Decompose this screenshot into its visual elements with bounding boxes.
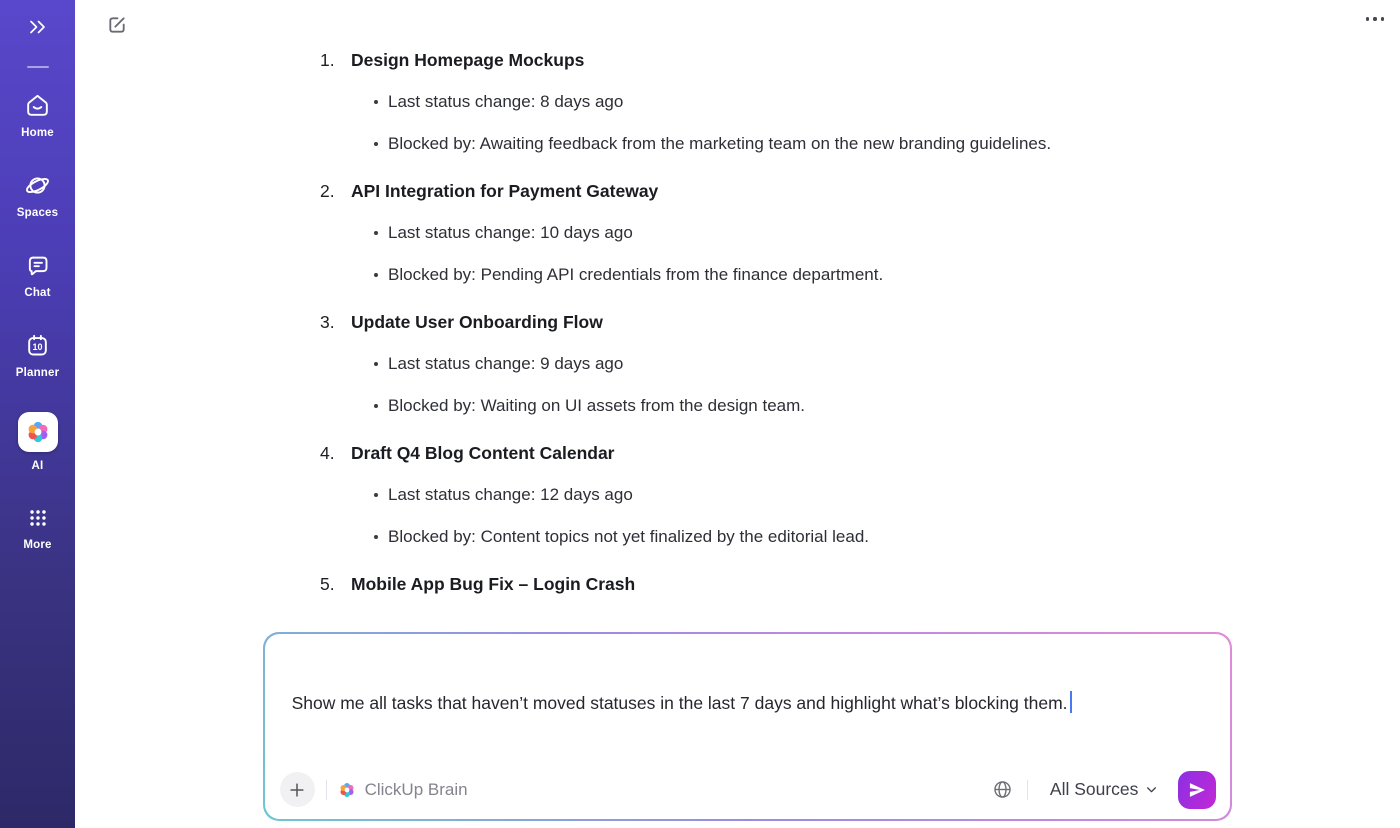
- sources-label: All Sources: [1049, 779, 1139, 800]
- ai-logo-tile: [18, 412, 58, 452]
- task-blocked-bullet: [374, 526, 1340, 548]
- sidebar-nav: [0, 68, 75, 551]
- task-title: Mobile App Bug Fix – Login Crash: [351, 574, 636, 594]
- clickup-brain-selector[interactable]: [338, 780, 468, 800]
- bullet-dot-icon: [374, 404, 378, 408]
- globe-icon: [992, 779, 1013, 800]
- task-blocked-text: Blocked by: Awaiting feedback from the marketing team on the new branding guidelines.: [388, 134, 1052, 153]
- composer-inner: [265, 634, 1231, 820]
- task-blocked-text: Blocked by: Pending API credentials from the finance department.: [388, 265, 884, 284]
- bullet-dot-icon: [374, 100, 378, 104]
- task-item: [320, 442, 1340, 548]
- task-blocked-bullet: [374, 133, 1340, 155]
- task-item: [320, 311, 1340, 417]
- task-status-bullet: [374, 484, 1340, 506]
- sources-dropdown[interactable]: [1050, 779, 1159, 800]
- task-status-bullet: [374, 222, 1340, 244]
- text-caret: [1070, 691, 1072, 713]
- sidebar-item-planner[interactable]: [0, 332, 75, 379]
- plus-icon: [288, 781, 306, 799]
- spaces-icon: [24, 172, 51, 199]
- bullet-dot-icon: [374, 231, 378, 235]
- task-head: [320, 442, 1340, 464]
- sidebar-item-label: Home: [21, 127, 54, 139]
- chat-composer: [263, 632, 1232, 821]
- chevron-down-icon: [1145, 783, 1158, 796]
- composer-toolbar: [280, 771, 1217, 808]
- task-head: [320, 573, 1340, 595]
- compose-icon: [106, 14, 128, 36]
- sidebar-item-more[interactable]: [0, 505, 75, 551]
- clickup-ai-flower-icon: [25, 419, 51, 445]
- task-blocked-text: Blocked by: Content topics not yet finalized by the editorial lead.: [388, 527, 870, 546]
- svg-text:10: 10: [32, 341, 43, 352]
- bullet-dot-icon: [374, 535, 378, 539]
- task-title: Design Homepage Mockups: [351, 50, 585, 70]
- sidebar-item-label: Spaces: [16, 207, 59, 219]
- bullet-dot-icon: [374, 273, 378, 277]
- sidebar-item-ai[interactable]: [0, 412, 75, 472]
- sidebar-item-chat[interactable]: [0, 252, 75, 299]
- home-icon: [24, 92, 51, 119]
- sidebar-item-home[interactable]: [0, 92, 75, 139]
- web-search-button[interactable]: [990, 777, 1016, 803]
- more-options-button[interactable]: [1363, 12, 1387, 26]
- sidebar-item-spaces[interactable]: [0, 172, 75, 219]
- send-button[interactable]: [1178, 771, 1216, 809]
- brain-label: ClickUp Brain: [364, 779, 468, 799]
- task-blocked-bullet: [374, 264, 1340, 286]
- task-title: Draft Q4 Blog Content Calendar: [351, 443, 615, 463]
- task-title: Update User Onboarding Flow: [351, 312, 603, 332]
- task-status-text: Last status change: 12 days ago: [388, 485, 633, 504]
- toolbar-divider: [326, 780, 327, 800]
- task-title: API Integration for Payment Gateway: [351, 181, 659, 201]
- new-chat-button[interactable]: [106, 14, 128, 36]
- task-number: 1.: [320, 50, 335, 70]
- task-status-bullet: [374, 353, 1340, 375]
- task-head: [320, 49, 1340, 71]
- bullet-dot-icon: [374, 142, 378, 146]
- toolbar-divider: [1027, 780, 1028, 800]
- attach-button[interactable]: [280, 772, 315, 807]
- sidebar-item-label: More: [23, 539, 52, 551]
- double-chevron-right-icon: [26, 15, 50, 39]
- expand-sidebar-button[interactable]: [24, 13, 52, 41]
- task-number: 5.: [320, 574, 335, 594]
- chat-icon: [24, 252, 51, 279]
- task-list: [320, 49, 1340, 662]
- task-head: [320, 311, 1340, 333]
- sidebar: [0, 0, 75, 828]
- task-blocked-text: Blocked by: Waiting on UI assets from the design team.: [388, 396, 806, 415]
- clickup-brain-flower-icon: [338, 781, 356, 799]
- send-icon: [1187, 780, 1207, 800]
- task-item: [320, 49, 1340, 155]
- task-status-text: Last status change: 9 days ago: [388, 354, 624, 373]
- sidebar-item-label: Planner: [15, 367, 60, 379]
- sidebar-item-label: AI: [31, 460, 44, 472]
- task-number: 3.: [320, 312, 335, 332]
- ellipsis-icon: [1366, 17, 1369, 20]
- task-number: 2.: [320, 181, 335, 201]
- bullet-dot-icon: [374, 362, 378, 366]
- task-number: 4.: [320, 443, 335, 463]
- task-head: [320, 180, 1340, 202]
- bullet-dot-icon: [374, 493, 378, 497]
- task-blocked-bullet: [374, 395, 1340, 417]
- task-item: [320, 180, 1340, 286]
- planner-calendar-icon: [24, 332, 51, 359]
- task-status-text: Last status change: 10 days ago: [388, 223, 633, 242]
- task-status-bullet: [374, 91, 1340, 113]
- task-status-text: Last status change: 8 days ago: [388, 92, 624, 111]
- sidebar-item-label: Chat: [24, 287, 51, 299]
- chat-input[interactable]: Show me all tasks that haven’t moved statuses in the last 7 days and highlight what’s blocking them.: [292, 691, 1204, 715]
- more-grid-icon: [25, 505, 51, 531]
